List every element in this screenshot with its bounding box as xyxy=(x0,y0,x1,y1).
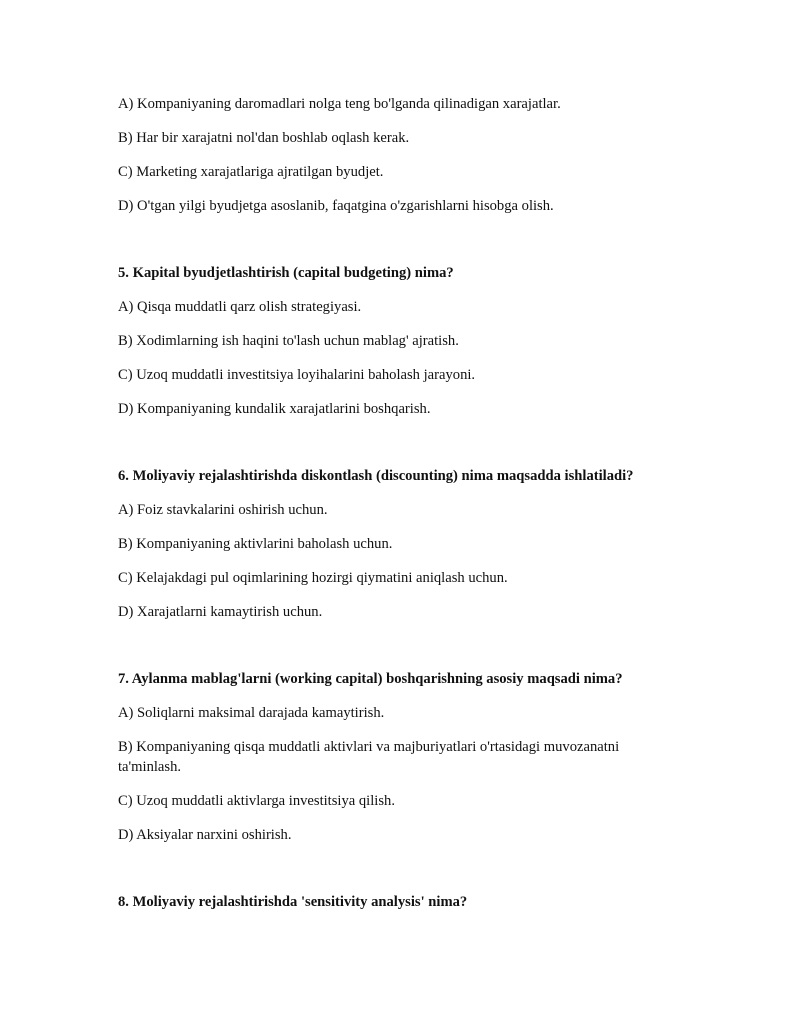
option-c: C) Uzoq muddatli investitsiya loyihalarini baholash jarayoni. xyxy=(118,367,476,383)
option-d: D) Xarajatlarni kamaytirish uchun. xyxy=(118,604,323,620)
option-a: A) Soliqlarni maksimal darajada kamaytirish. xyxy=(118,705,385,721)
option-a: A) Kompaniyaning daromadlari nolga teng bo'lganda qilinadigan xarajatlar. xyxy=(118,96,561,112)
option-d: D) Aksiyalar narxini oshirish. xyxy=(118,827,292,843)
question-title: 7. Aylanma mablag'larni (working capital) boshqarishning asosiy maqsadi nima? xyxy=(118,671,623,687)
question-title: 5. Kapital byudjetlashtirish (capital budgeting) nima? xyxy=(118,265,454,281)
question-title: 6. Moliyaviy rejalashtirishda diskontlash (discounting) nima maqsadda ishlatiladi? xyxy=(118,468,634,484)
option-c: C) Kelajakdagi pul oqimlarining hozirgi qiymatini aniqlash uchun. xyxy=(118,570,508,586)
option-c: C) Uzoq muddatli aktivlarga investitsiya qilish. xyxy=(118,793,395,809)
option-b: B) Har bir xarajatni nol'dan boshlab oqlash kerak. xyxy=(118,130,410,146)
option-b: B) Kompaniyaning qisqa muddatli aktivlari va majburiyatlari o'rtasidagi muvozanatni ta'minlash. xyxy=(118,739,620,775)
option-d: D) Kompaniyaning kundalik xarajatlarini boshqarish. xyxy=(118,401,431,417)
option-a: A) Foiz stavkalarini oshirish uchun. xyxy=(118,502,328,518)
option-d: D) O'tgan yilgi byudjetga asoslanib, faqatgina o'zgarishlarni hisobga olish. xyxy=(118,198,554,214)
question-title: 8. Moliyaviy rejalashtirishda 'sensitivity analysis' nima? xyxy=(118,894,468,910)
option-b: B) Kompaniyaning aktivlarini baholash uchun. xyxy=(118,536,393,552)
option-a: A) Qisqa muddatli qarz olish strategiyasi. xyxy=(118,299,362,315)
option-c: C) Marketing xarajatlariga ajratilgan byudjet. xyxy=(118,164,384,180)
option-b: B) Xodimlarning ish haqini to'lash uchun mablag' ajratish. xyxy=(118,333,459,349)
